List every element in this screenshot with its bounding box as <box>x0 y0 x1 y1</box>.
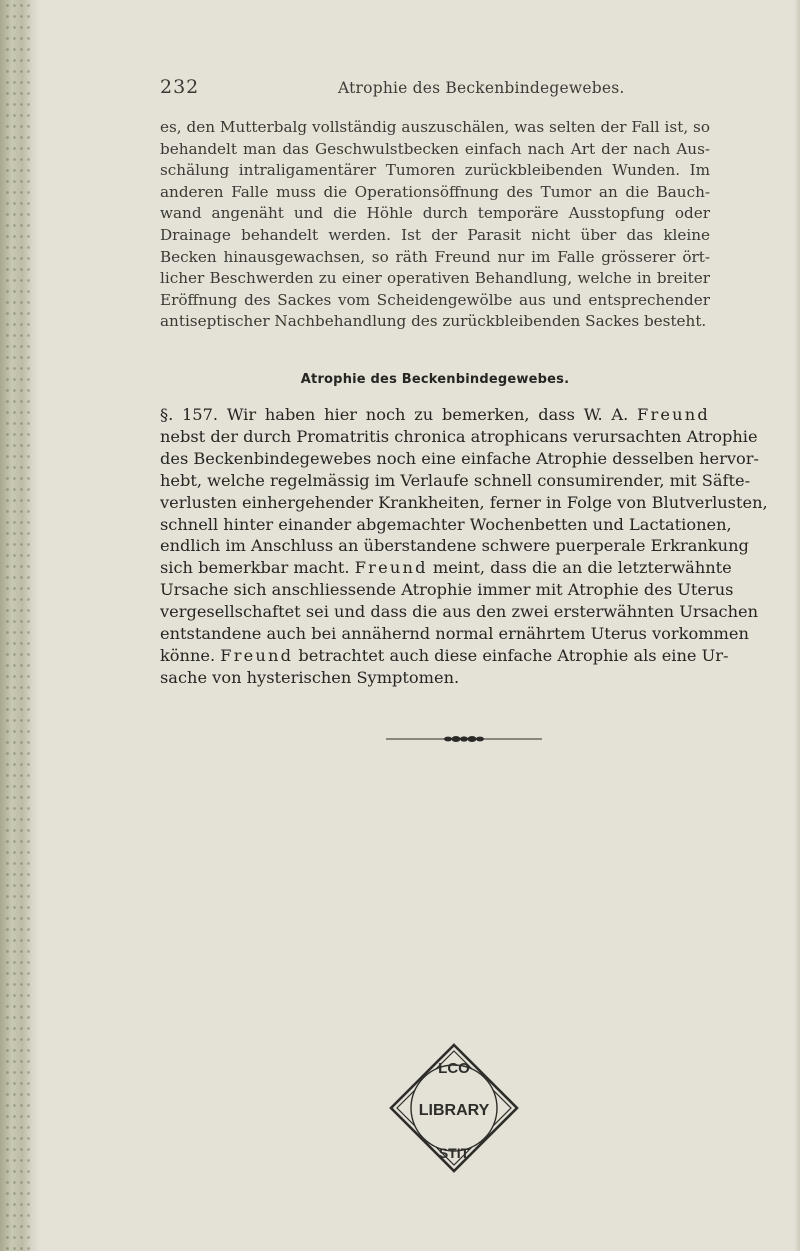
running-title: Atrophie des Beckenbindegewebes. <box>338 79 625 97</box>
library-stamp <box>388 1042 520 1174</box>
text-line: endlich im Anschluss an überstandene schwere puerperale Erkrankung <box>160 536 749 556</box>
text-segment: könne. <box>160 645 221 665</box>
book-spine-edge <box>0 0 40 1251</box>
author-name: Freund <box>354 558 428 578</box>
page-number: 232 <box>160 76 200 98</box>
text-line: verlusten einhergehender Krankheiten, ferner in Folge von Blutverlusten, <box>160 492 768 512</box>
section-heading: Atrophie des Beckenbindegewebes. <box>300 372 570 387</box>
text-segment: §. 157. Wir haben hier noch zu bemerken, dass W. A. <box>160 405 638 424</box>
text-line: vergesellschaftet sei und dass die aus den zwei ersterwähnten Ursachen <box>160 602 759 622</box>
binding-texture <box>4 0 30 1251</box>
text-line: licher Beschwerden zu einer operativen Behandlung, welche in breiter <box>160 269 710 288</box>
text-line: schälung intraligamentärer Tumoren zurückbleibenden Wunden. Im <box>160 161 710 180</box>
author-name: Freund <box>637 405 710 424</box>
text-line: wand angenäht und die Höhle durch temporäre Ausstopfung oder <box>160 204 710 223</box>
paragraph-continuation <box>160 117 710 333</box>
text-line: es, den Mutterbalg vollständig auszuschälen, was selten der Fall ist, so <box>160 118 710 136</box>
text-line: Drainage behandelt werden. Ist der Parasit nicht über das kleine <box>160 225 710 244</box>
text-line: anderen Falle muss die Operationsöffnung des Tumor an die Bauch- <box>160 182 710 201</box>
text-line: nebst der durch Promatritis chronica atrophicans verursachten Atrophie <box>160 426 758 446</box>
page-right-edge <box>794 0 800 1251</box>
text-segment: meint, dass die an die letzterwähnte <box>427 558 732 578</box>
text-line: des Beckenbindegewebes noch eine einfache Atrophie desselben hervor- <box>160 448 759 468</box>
text-segment: betrachtet auch diese einfache Atrophie als eine Ur- <box>293 645 729 665</box>
text-line: entstandene auch bei annähernd normal ernährtem Uterus vorkommen <box>160 624 749 644</box>
text-line: schnell hinter einander abgemachter Wochenbetten und Lactationen, <box>160 514 732 534</box>
stamp-top-text: LCO <box>438 1060 470 1077</box>
text-line: hebt, welche regelmässig im Verlaufe schnell consumirender, mit Säfte- <box>160 470 751 490</box>
paragraph-157 <box>160 404 768 689</box>
author-name: Freund <box>220 645 294 665</box>
text-segment: sich bemerkbar macht. <box>160 558 355 578</box>
text-line <box>160 645 729 667</box>
stamp-center-text: LIBRARY <box>418 1102 490 1119</box>
text-line: sache von hysterischen Symptomen. <box>160 667 460 687</box>
text-line <box>160 404 710 426</box>
text-line: antiseptischer Nachbehandlung des zurückbleibenden Sackes besteht. <box>160 312 707 331</box>
stamp-bottom-text: STIT <box>438 1145 470 1161</box>
text-line: Ursache sich anschliessende Atrophie immer mit Atrophie des Uterus <box>160 580 734 600</box>
text-line: Eröffnung des Sackes vom Scheidengewölbe aus und entsprechender <box>160 290 710 309</box>
text-line: behandelt man das Geschwulstbecken einfach nach Art der nach Aus- <box>160 139 710 158</box>
section-end-ornament <box>386 734 542 744</box>
text-line <box>160 557 732 579</box>
text-line: Becken hinausgewachsen, so räth Freund nur im Falle grösserer ört- <box>160 247 710 266</box>
